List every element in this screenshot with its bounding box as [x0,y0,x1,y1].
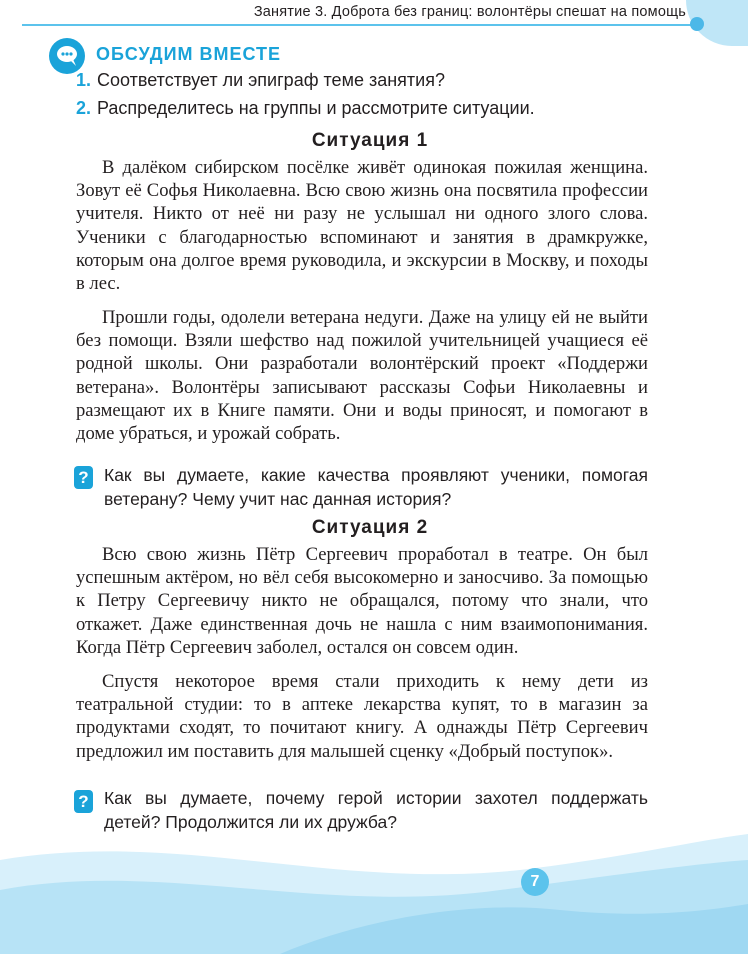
footer-wave [0,820,748,954]
situation-1-paragraph-1: В далёком сибирском посёлке живёт одинокая пожилая женщина. Зовут её Софья Николаевна. Всю свою жизнь она посвятила профессии учителя. Никто от неё ни разу не услышал ни одного злого слова. Ученики с благодарностью вспоминают и занятия в драмкружке, которым она долгое время руководила, и экскурсии в Москву, и походы в лес. [76,157,648,295]
question-mark-icon: ? [74,790,93,813]
header-rule [22,24,698,26]
situation-1-title: Ситуация 1 [311,130,429,151]
discuss-title: ОБСУДИМ ВМЕСТЕ [96,44,282,64]
situation-2-question: Как вы думаете, почему герой истории захотел поддержать детей? Продолжится ли их дружба? [104,788,648,832]
situation-2-paragraph-1: Всю свою жизнь Пётр Сергеевич проработал в театре. Он был успешным актёром, но вёл себя высокомерно и заносчиво. За помощью к Петру Сергеевичу никто не обращался, потому что знали, что откажет. Даже единственная дочь не нашла с ним взаимопонимания. Когда Пётр Сергеевич заболел, остался он совсем один. [76,544,648,658]
question-number: 1. [76,70,92,90]
situation-2-title: Ситуация 2 [311,517,429,538]
situation-2-paragraph-2: Спустя некоторое время стали приходить к нему дети из театральной студии: то в аптеке лекарства купят, то в магазин за продуктами сходят, то почитают книгу. А однажды Пётр Сергеевич предложил им поставить для малышей сценку «Добрый поступок». [76,671,648,762]
situation-1-paragraph-2: Прошли годы, одолели ветерана недуги. Даже на улицу ей не выйти без помощи. Взяли шефство над пожилой учительницей учащиеся её родной школы. Они разработали волонтёрский проект «Поддержи ветерана». Волонтёры записывают рассказы Софьи Николаевны и размещают их в Книге памяти. Они и воды приносят, и помогают в доме убраться, и урожай собрать. [76,307,648,445]
header-dot [690,17,704,31]
question-text: Соответствует ли эпиграф теме занятия? [97,70,445,90]
running-title: Занятие 3. Доброта без границ: волонтёры спешат на помощь [253,4,686,20]
question-number: 2. [76,98,92,118]
discuss-question-1 [76,70,445,91]
page-number: 7 [530,873,540,890]
situation-1-question: Как вы думаете, какие качества проявляют ученики, помогая ветерану? Чему учит нас данная история? [104,465,648,509]
discuss-question-2 [76,98,535,119]
question-text: Распределитесь на группы и рассмотрите ситуации. [97,98,535,118]
question-mark-icon: ? [74,466,93,489]
